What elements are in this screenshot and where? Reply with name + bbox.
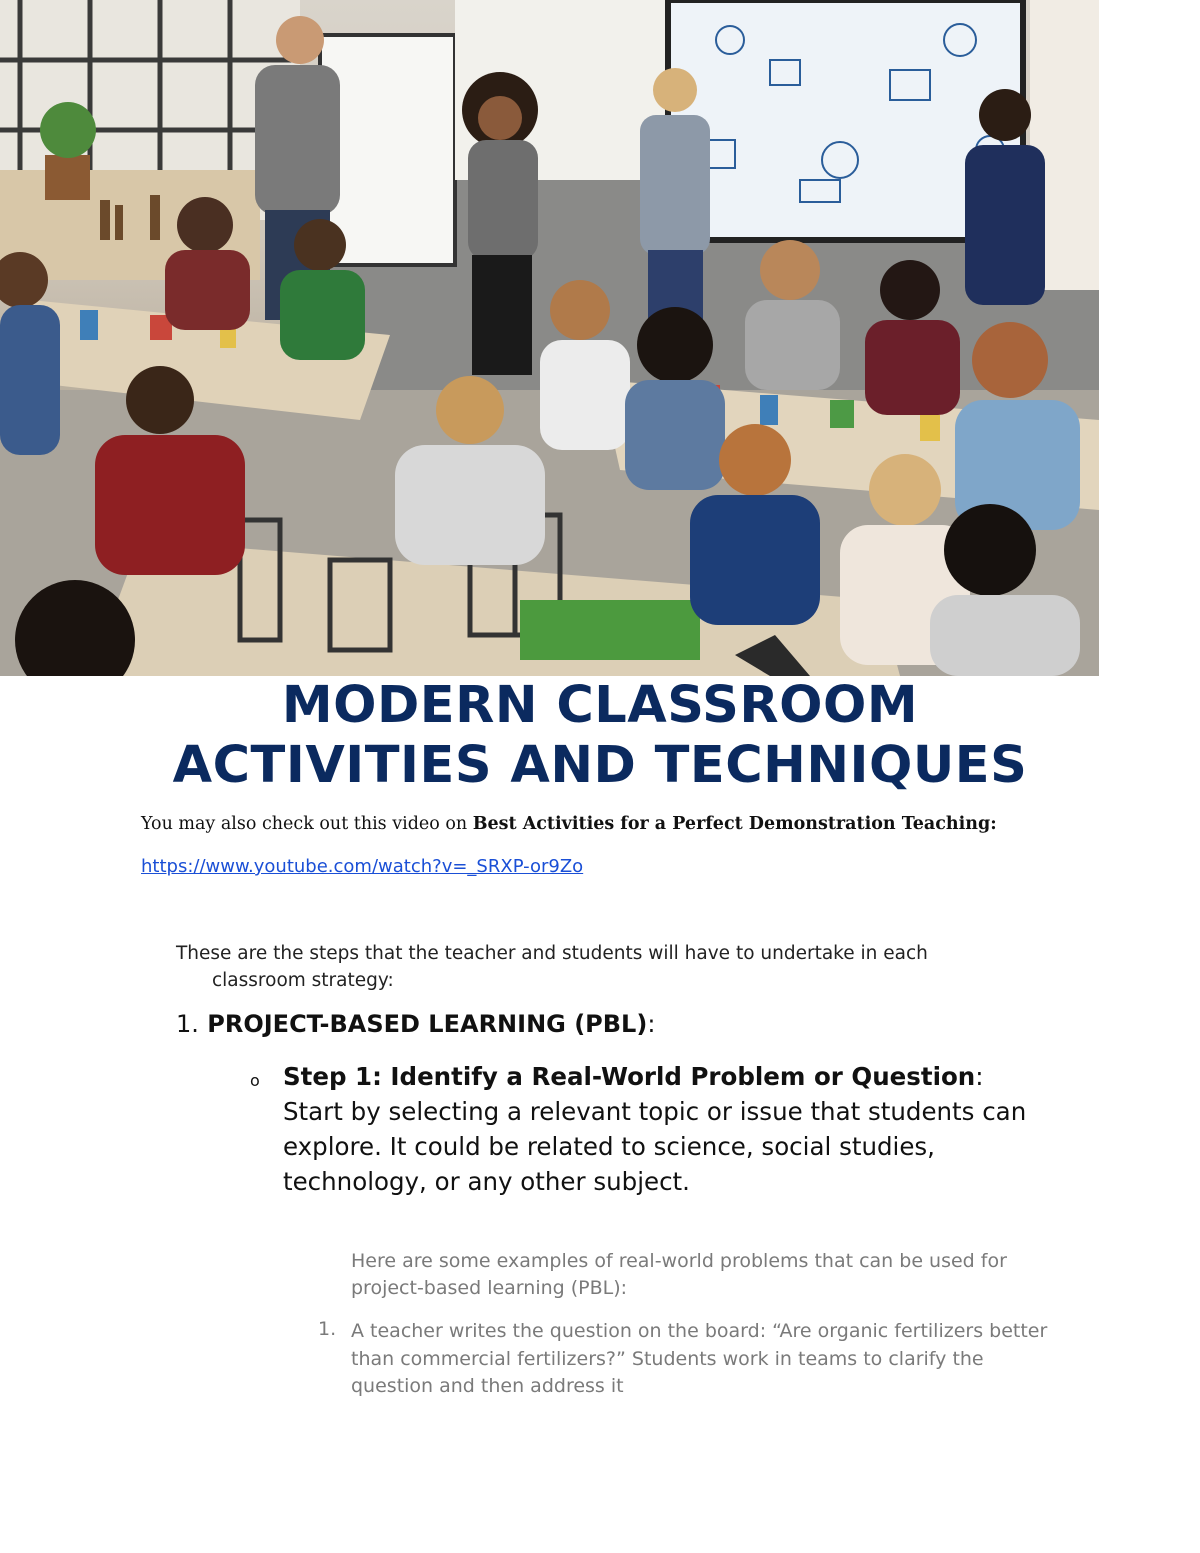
- video-link[interactable]: https://www.youtube.com/watch?v=_SRXP-or9Zo: [141, 856, 584, 877]
- section-number: 1.: [176, 1010, 199, 1038]
- section-title: PROJECT-BASED LEARNING (PBL): [207, 1010, 648, 1038]
- intro-line-1: These are the steps that the teacher and students will have to undertake in each: [176, 943, 928, 964]
- video-reference: [141, 814, 997, 834]
- step-paragraph: [283, 1059, 1043, 1199]
- step-body: : Start by selecting a relevant topic or issue that students can explore. It could be related to science, social studies, technology, or any other subject.: [283, 1062, 1027, 1196]
- video-title: Best Activities for a Perfect Demonstration Teaching:: [472, 814, 997, 834]
- plant-pot: [45, 155, 90, 200]
- bullet-marker: o: [250, 1071, 260, 1090]
- page-title: [0, 676, 1200, 796]
- intro-line-2: classroom strategy:: [212, 970, 394, 991]
- title-line-1: MODERN CLASSROOM: [281, 676, 919, 735]
- intro-paragraph: [176, 940, 1076, 994]
- plant-leaves: [40, 102, 96, 158]
- green-baseplate: [520, 600, 700, 660]
- video-prefix: You may also check out this video on: [141, 814, 473, 834]
- section-heading: [176, 1010, 655, 1038]
- example-text: A teacher writes the question on the board: “Are organic fertilizers better than commercial fertilizers?” Students work in teams to clarify the question and then address it: [351, 1320, 1048, 1397]
- hero-image: [0, 0, 1099, 676]
- title-line-2: ACTIVITIES AND TECHNIQUES: [172, 736, 1028, 795]
- example-number: 1.: [318, 1318, 337, 1340]
- examples-intro: Here are some examples of real-world problems that can be used for project-based learning (PBL):: [351, 1250, 1007, 1299]
- section-colon: :: [647, 1010, 656, 1038]
- classroom-illustration: [0, 0, 1099, 676]
- step-title: Step 1: Identify a Real-World Problem or Question: [283, 1062, 976, 1091]
